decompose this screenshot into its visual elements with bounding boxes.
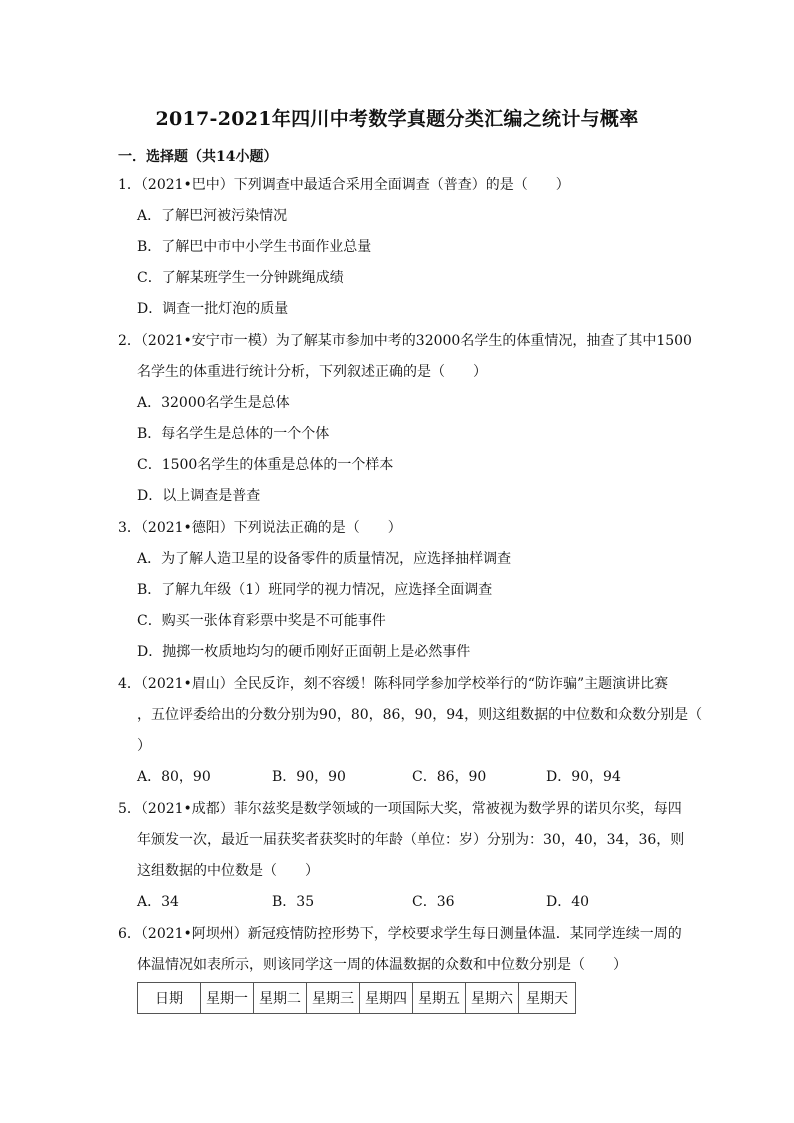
- question-4-option-a: A．80，90: [137, 769, 211, 785]
- question-5-option-a: A．34: [137, 894, 179, 910]
- question-5-option-c: C．36: [412, 894, 455, 910]
- question-6-stem-cont: 体温情况如表所示，则该同学这一周的体温数据的众数和中位数分别是（ ）: [137, 957, 627, 973]
- question-4-stem: 4．（2021•眉山）全民反诈，刻不容缓！陈科同学参加学校举行的“防诈骗”主题演讲比赛: [118, 676, 669, 692]
- temperature-table: [137, 982, 576, 1014]
- table-header-cell: 星期三: [307, 983, 360, 1014]
- question-2-option-a: A．32000名学生是总体: [137, 395, 290, 411]
- question-5-stem-cont2: 这组数据的中位数是（ ）: [137, 863, 319, 879]
- question-2-option-b: B．每名学生是总体的一个个体: [137, 426, 330, 442]
- question-3-option-d: D．抛掷一枚质地均匀的硬币刚好正面朝上是必然事件: [137, 644, 471, 660]
- document-title: 2017-2021年四川中考数学真题分类汇编之统计与概率: [155, 108, 639, 130]
- question-3-option-b: B．了解九年级（1）班同学的视力情况，应选择全面调查: [137, 582, 493, 598]
- table-header-cell: 星期四: [360, 983, 413, 1014]
- question-1-option-b: B．了解巴中市中小学生书面作业总量: [137, 239, 372, 255]
- question-1-option-d: D．调查一批灯泡的质量: [137, 301, 289, 317]
- table-header-cell: 星期一: [201, 983, 254, 1014]
- table-header-cell: 星期二: [254, 983, 307, 1014]
- question-4-option-d: D．90，94: [546, 769, 621, 785]
- question-3-option-a: A．为了解人造卫星的设备零件的质量情况，应选择抽样调查: [137, 551, 512, 567]
- question-2-stem-cont: 名学生的体重进行统计分析，下列叙述正确的是（ ）: [137, 364, 487, 380]
- question-2-option-c: C．1500名学生的体重是总体的一个样本: [137, 457, 394, 473]
- question-3-option-c: C．购买一张体育彩票中奖是不可能事件: [137, 613, 386, 629]
- question-5-stem-cont: 年颁发一次，最近一届获奖者获奖时的年龄（单位：岁）分别为：30，40，34，36，则: [137, 832, 685, 848]
- question-1-option-a: A．了解巴河被污染情况: [137, 208, 288, 224]
- question-6-stem: 6．（2021•阿坝州）新冠疫情防控形势下，学校要求学生每日测量体温．某同学连续一周的: [118, 926, 682, 942]
- question-5-option-d: D．40: [546, 894, 590, 910]
- question-5-option-b: B．35: [272, 894, 315, 910]
- table-header-row: [138, 983, 576, 1014]
- question-4-stem-cont: ，五位评委给出的分数分别为90，80，86，90，94，则这组数据的中位数和众数分别是（: [137, 707, 703, 723]
- question-1-stem: 1．（2021•巴中）下列调查中最适合采用全面调查（普查）的是（ ）: [118, 177, 570, 193]
- table-header-cell: 星期天: [519, 983, 576, 1014]
- question-4-option-b: B．90，90: [272, 769, 346, 785]
- section-heading: 一．选择题（共14小题）: [118, 149, 278, 165]
- question-1-option-c: C．了解某班学生一分钟跳绳成绩: [137, 270, 344, 286]
- question-3-stem: 3．（2021•德阳）下列说法正确的是（ ）: [118, 520, 402, 536]
- table-header-cell: 星期五: [413, 983, 466, 1014]
- question-4-option-c: C．86，90: [412, 769, 487, 785]
- table-header-cell: 日期: [138, 983, 201, 1014]
- question-2-stem: 2．（2021•安宁市一模）为了解某市参加中考的32000名学生的体重情况，抽查了其中1500: [118, 333, 692, 349]
- question-2-option-d: D．以上调查是普查: [137, 488, 261, 504]
- table-header-cell: 星期六: [466, 983, 519, 1014]
- question-5-stem: 5．（2021•成都）菲尔兹奖是数学领域的一项国际大奖，常被视为数学界的诺贝尔奖，每四: [118, 801, 682, 817]
- question-4-stem-cont2: ）: [137, 738, 151, 754]
